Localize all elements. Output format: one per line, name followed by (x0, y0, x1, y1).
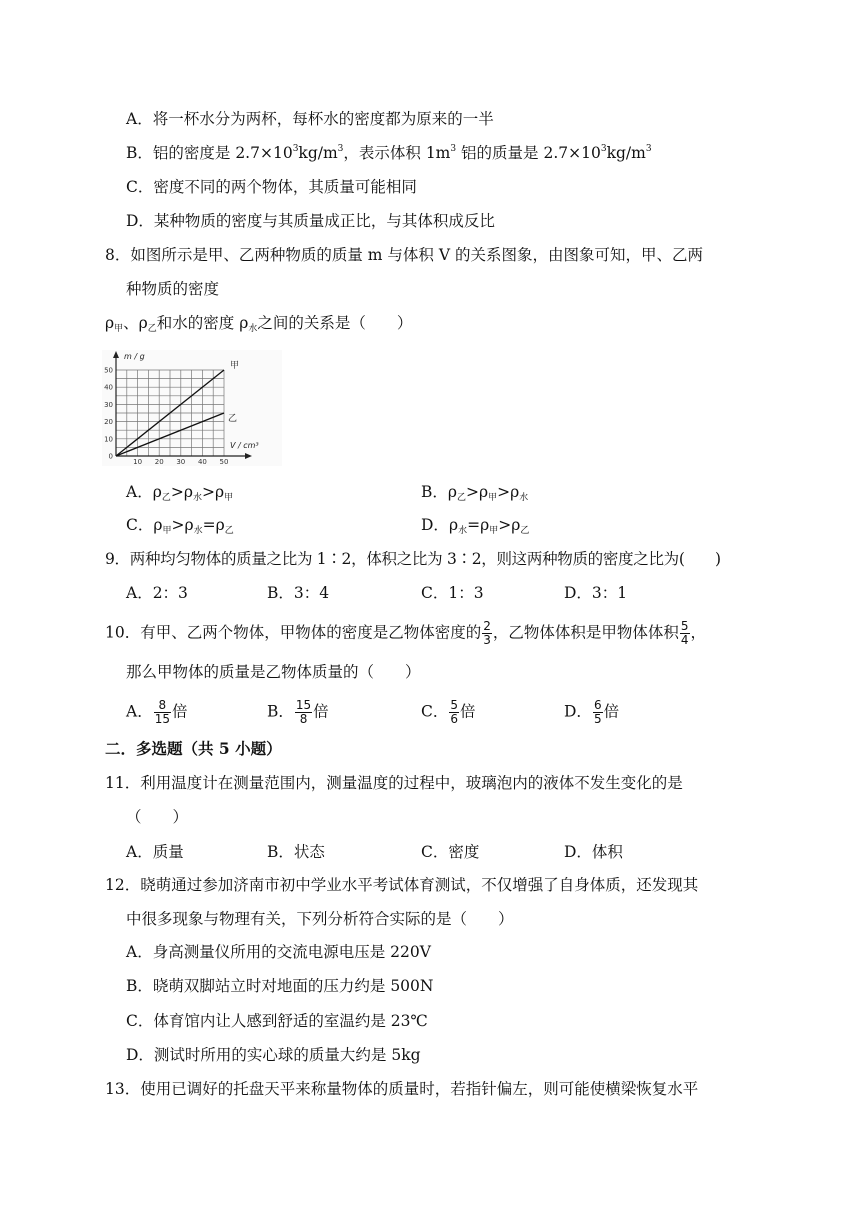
q7-b-sup: 3 (600, 144, 607, 154)
q9-option-c: C．1：3 (421, 584, 484, 602)
x-axis-label: V / cm³ (230, 441, 259, 450)
rho: ρ (448, 516, 459, 534)
unit: 倍 (603, 702, 620, 721)
q12-option-b: B．晓萌双脚站立时对地面的压力约是 500N (126, 977, 434, 995)
q8-option-d (421, 514, 529, 539)
x-tick-label: 50 (219, 458, 229, 466)
q8-stem-line3 (105, 312, 412, 337)
q12-option-c: C．体育馆内让人感到舒适的室温约是 23℃ (126, 1012, 428, 1030)
fraction (593, 699, 603, 726)
q12-option-d: D．测试时所用的实心球的质量大约是 5kg (126, 1046, 421, 1064)
q8-option-c (126, 514, 234, 539)
numerator: 5 (450, 698, 459, 712)
unit: 倍 (313, 702, 329, 721)
relation: >ρ (466, 483, 489, 501)
text: 、ρ (123, 314, 148, 332)
x-tick-label: 40 (197, 458, 207, 466)
q12-option-a: A．身高测量仪所用的交流电源电压是 220V (126, 943, 431, 961)
denominator: 5 (593, 712, 602, 726)
q10-option-b (267, 699, 329, 726)
q8-option-a (126, 481, 233, 506)
text: 之间的关系是（ ） (257, 314, 413, 332)
q9-option-b: B．3：4 (267, 584, 330, 602)
y-tick-label: 40 (104, 383, 113, 392)
q10-stem-line1 (105, 620, 706, 647)
option-label: C． (421, 702, 449, 721)
q11-option-a: A．质量 (126, 843, 184, 861)
denominator: 3 (483, 633, 491, 647)
fraction (295, 699, 312, 726)
subscript: 乙 (520, 526, 530, 536)
q13-stem-line1: 13．使用已调好的托盘天平来称量物体的质量时，若指针偏左，则可能使横梁恢复水平 (105, 1080, 699, 1098)
unit: 倍 (460, 702, 476, 721)
y-tick-label: 0 (108, 452, 113, 461)
x-tick-label: 30 (176, 458, 186, 466)
q12-stem-line2: 中很多现象与物理有关，下列分析符合实际的是（ ） (126, 910, 514, 928)
q7-b-text: kg/m (298, 144, 338, 162)
q11-paren: （ ） (126, 808, 189, 826)
denominator: 6 (450, 712, 459, 726)
q7-b-text: ，表示体积 1m (343, 144, 451, 162)
q10-option-c (421, 699, 476, 726)
q7-b-text: kg/m (606, 144, 646, 162)
series-label: 甲 (230, 361, 240, 371)
subscript: 乙 (224, 526, 234, 536)
option-label: B． (421, 483, 448, 501)
unit: 倍 (171, 702, 188, 721)
subscript: 水 (248, 324, 258, 334)
q8-option-b (421, 481, 528, 506)
subscript: 乙 (161, 493, 171, 503)
relation: >ρ (497, 483, 520, 501)
text: 和水的密度 ρ (156, 314, 249, 332)
mass-volume-graph (102, 350, 282, 466)
numerator: 5 (680, 619, 689, 633)
rho: ρ (447, 483, 458, 501)
y-tick-label: 20 (104, 418, 113, 427)
option-label: A． (126, 483, 153, 501)
subscript: 水 (458, 526, 468, 536)
option-label: D． (421, 516, 449, 534)
rho: ρ (153, 516, 163, 534)
option-label: A． (126, 702, 153, 721)
subscript: 甲 (489, 526, 499, 536)
q10-stem-line2: 那么甲物体的质量是乙物体质量的（ ） (126, 663, 421, 681)
subscript: 乙 (457, 493, 467, 503)
y-axis-label: m / g (124, 352, 145, 361)
option-label: B． (267, 702, 294, 721)
q11-option-d: D．体积 (564, 843, 623, 861)
subscript: 甲 (162, 526, 172, 536)
q7-b-sup: 3 (337, 144, 344, 154)
q12-stem-line1: 12．晓萌通过参加济南市初中学业水平考试体育测试，不仅增强了自身体质，还发现其 (105, 876, 699, 894)
numerator: 15 (295, 698, 312, 712)
relation: >ρ (498, 516, 521, 534)
q7-option-d: D．某种物质的密度与其质量成正比，与其体积成反比 (126, 212, 495, 230)
denominator: 4 (680, 633, 689, 647)
option-label: C． (126, 516, 154, 534)
subscript: 水 (519, 493, 529, 503)
denominator: 8 (299, 712, 308, 726)
subscript: 水 (193, 526, 203, 536)
relation: =ρ (467, 516, 490, 534)
subscript: 甲 (224, 493, 234, 503)
q11-stem: 11．利用温度计在测量范围内，测量温度的过程中，玻璃泡内的液体不发生变化的是 (105, 774, 683, 792)
fraction (482, 620, 492, 647)
subscript: 甲 (488, 493, 498, 503)
subscript: 甲 (114, 324, 124, 334)
subscript: 乙 (147, 324, 157, 334)
q11-option-b: B．状态 (267, 843, 325, 861)
q10-option-d (564, 699, 619, 726)
q10-option-a (126, 699, 188, 726)
q7-b-sup: 3 (645, 144, 652, 154)
q7-b-text: 铝的质量是 2.7×10 (456, 144, 601, 162)
relation: >ρ (201, 483, 225, 501)
q7-b-text: B．铝的密度是 2.7×10 (126, 144, 293, 162)
q7-option-b (126, 142, 652, 167)
text: 10．有甲、乙两个物体，甲物体的密度是乙物体密度的 (105, 623, 482, 642)
denominator: 15 (154, 712, 170, 726)
q7-b-sup: 3 (292, 144, 299, 154)
q8-stem-line1: 8．如图所示是甲、乙两种物质的质量 m 与体积 V 的关系图象，由图象可知，甲、乙两 (105, 246, 703, 264)
q9-option-a: A．2：3 (126, 584, 188, 602)
relation: >ρ (170, 483, 193, 501)
rho: ρ (152, 483, 162, 501)
text: ， (690, 623, 707, 642)
q11-option-c: C．密度 (421, 843, 480, 861)
rho: ρ (105, 314, 115, 332)
q7-b-sup: 3 (450, 144, 457, 154)
fraction (449, 699, 459, 726)
x-tick-label: 10 (133, 458, 143, 466)
q9-stem: 9．两种均匀物体的质量之比为 1∶2，体积之比为 3∶2，则这两种物质的密度之比为( ) (105, 550, 721, 568)
q7-option-a: A．将一杯水分为两杯，每杯水的密度都为原来的一半 (126, 110, 494, 128)
option-label: D． (564, 702, 592, 721)
numerator: 6 (593, 698, 602, 712)
numerator: 2 (483, 619, 491, 633)
relation: =ρ (202, 516, 225, 534)
fraction (680, 620, 690, 647)
relation: >ρ (171, 516, 194, 534)
numerator: 8 (154, 699, 171, 713)
y-tick-label: 10 (104, 435, 113, 444)
text: ，乙物体体积是甲物体体积 (492, 623, 679, 642)
q9-option-d: D．3：1 (564, 584, 628, 602)
q7-option-c: C．密度不同的两个物体，其质量可能相同 (126, 178, 417, 196)
section-title: 二．多选题（共 5 小题） (105, 739, 282, 758)
x-tick-label: 20 (154, 458, 164, 466)
subscript: 水 (192, 493, 202, 503)
q8-stem-line2: 种物质的密度 (126, 280, 220, 298)
series-label: 乙 (228, 414, 238, 424)
fraction (154, 699, 171, 726)
y-tick-label: 30 (104, 400, 113, 409)
y-tick-label: 50 (104, 366, 113, 375)
